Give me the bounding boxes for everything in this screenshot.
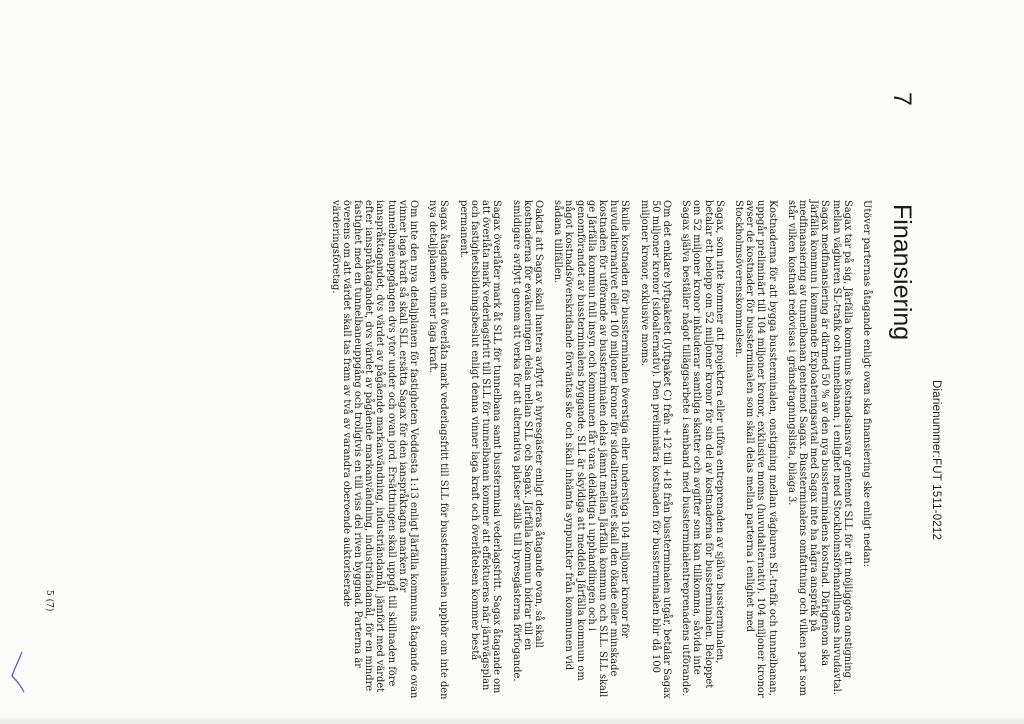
registration-number: Diarienummer:FUT 1511-0212 (930, 380, 942, 541)
paragraph: Sagax tar på sig, Järfälla kommuns kostnadsansvar gentemot SLL för att möjliggöra onstigning mellan vägburen SL-trafik och tunnelbanan, i enlighet med Stockholmsförhandlingens huvudavtal. Sagax medfinansiering är därmed 50 % av den nya bussterminalens kostnad. Därigenom ska Järfälla kommun i kommande Exploateringsavtal med Sagax inte ha några anspråk på medfinansiering av tunnelbanan gentemot Sagax. Bussterminalens omfattning och vilken part som står vilken kostnad redovisas i gränsdragningslista, bilaga 3. (785, 200, 853, 696)
paragraph: Sagax, som inte kommer att projektera eller utföra entreprenaden av själva bussterminalen, betalar ett belopp om 52 miljoner kronor för sin del av kostnaderna för bussterminalen. Beloppet om 52 miljoner kronor inkluderar samtliga skatter och avgifter som kan tillkomma, såvida inte Sagax själva beställer något tilläggsarbete i samband med bussterminalentreprenadens utförande. (680, 200, 725, 697)
chapter-title: Finansiering (888, 204, 916, 341)
page-edge-shadow (0, 718, 1024, 724)
body-text (321, 200, 872, 700)
handwritten-check-mark (6, 650, 26, 694)
paragraph: Om det enklare lyftpaketet (lyftpaket C) från +12 till +18 från bussterminalen utgår, betalar Sagax 50 miljoner kronor (sidoalternativ). Den preliminära kostnaden för bussterminalen blir då 100 miljoner kronor, exklusive moms. (638, 200, 672, 699)
paragraph: Om inte den nya detaljplanen för fastigheten Veddesta 1:13 enligt Järfälla kommuns åtagande ovan vinner laga kraft så skall SLL ersätta Sagax för den ianspråktagna marken för tunnelbaneuppgången dvs ytor under och ovan jord. Ersättningen skall uppgå till skillnaden före ianspråktagandet, dvs värdet av pågående markanvändning, industriändamål, jämfört med värdet efter ianspråktagandet, dvs värdet av pågående markanvändning, industriändamål, för en mindre fastighet med en tunnelbaneuppgång och troligtvis en till viss del riven byggnad. Parterna är överens om att värdet skall tas fram av två av varandra oberoende auktoriserade värderingsföretag. (329, 200, 420, 699)
paragraph: Sagax överlåter mark åt SLL för tunnelbana samt bussterminal vederlagsfritt. Sagax åtagande om att överlåta mark vederlagsfritt till SLL för tunnelbanan kommer att effektueras när järnvägsplan och fastighetsbildningsbeslut enligt denna vinner laga kraft och överlåtelsen kommer bestå permanent. (457, 200, 503, 694)
paragraph: Oaktat att Sagax skall hantera avflytt av hyresgäster enligt deras åtagande ovan, så skall kostnaderna för evakueringen delas mellan SLL och Sagax. Järfälla kommun bidrar till en smidigare avflytt genom att verka för att alternativa platser ställs till hyresgästerna förfogande. (510, 200, 544, 682)
chapter-heading (887, 92, 916, 340)
paragraph: Skulle kostnaden för bussterminalen överstiga eller understiga 104 miljoner kronor för huvudalternativet eller 100 miljoner kronor för sidoalternativet skall den ökade eller minskade kostnaden för utförande av bussterminalen delas jämnt mellan Järfälla kommun och SLL. SLL skall ge Järfälla kommun full insyn och kommunen får vara delaktiga i upphandlingen och i genomförandet av bussterminalens byggande. SLL är skyldiga att meddela Järfälla kommun om något kostnadsöverskridande förväntas ske och skall inhämta synpunkter från kommunen vid sådana tillfällen. (552, 200, 631, 698)
paragraph: Utöver parternas åtagande enligt ovan ska finansiering ske enligt nedan: (861, 200, 872, 568)
paragraph: Kostnaderna för att bygga bussterminalen, onstigning mellan vägburen SL-trafik och tunnelbanan, uppgår preliminärt till 104 miljoner kronor, exklusive moms (huvudalternativ). 104 miljoner kronor avser de kostnader för bussterminalen som skall delas mellan parterna i enlighet med Stockholmsöverenskommelsen. (732, 200, 778, 698)
paragraph: Sagax åtagande om att överlåta mark vederlagsfritt till SLL för bussterminalen upphör om inte den nya detaljplanen vinner laga kraft. (427, 200, 450, 700)
chapter-number: 7 (888, 92, 916, 106)
page-number: 5 (7) (44, 590, 54, 612)
